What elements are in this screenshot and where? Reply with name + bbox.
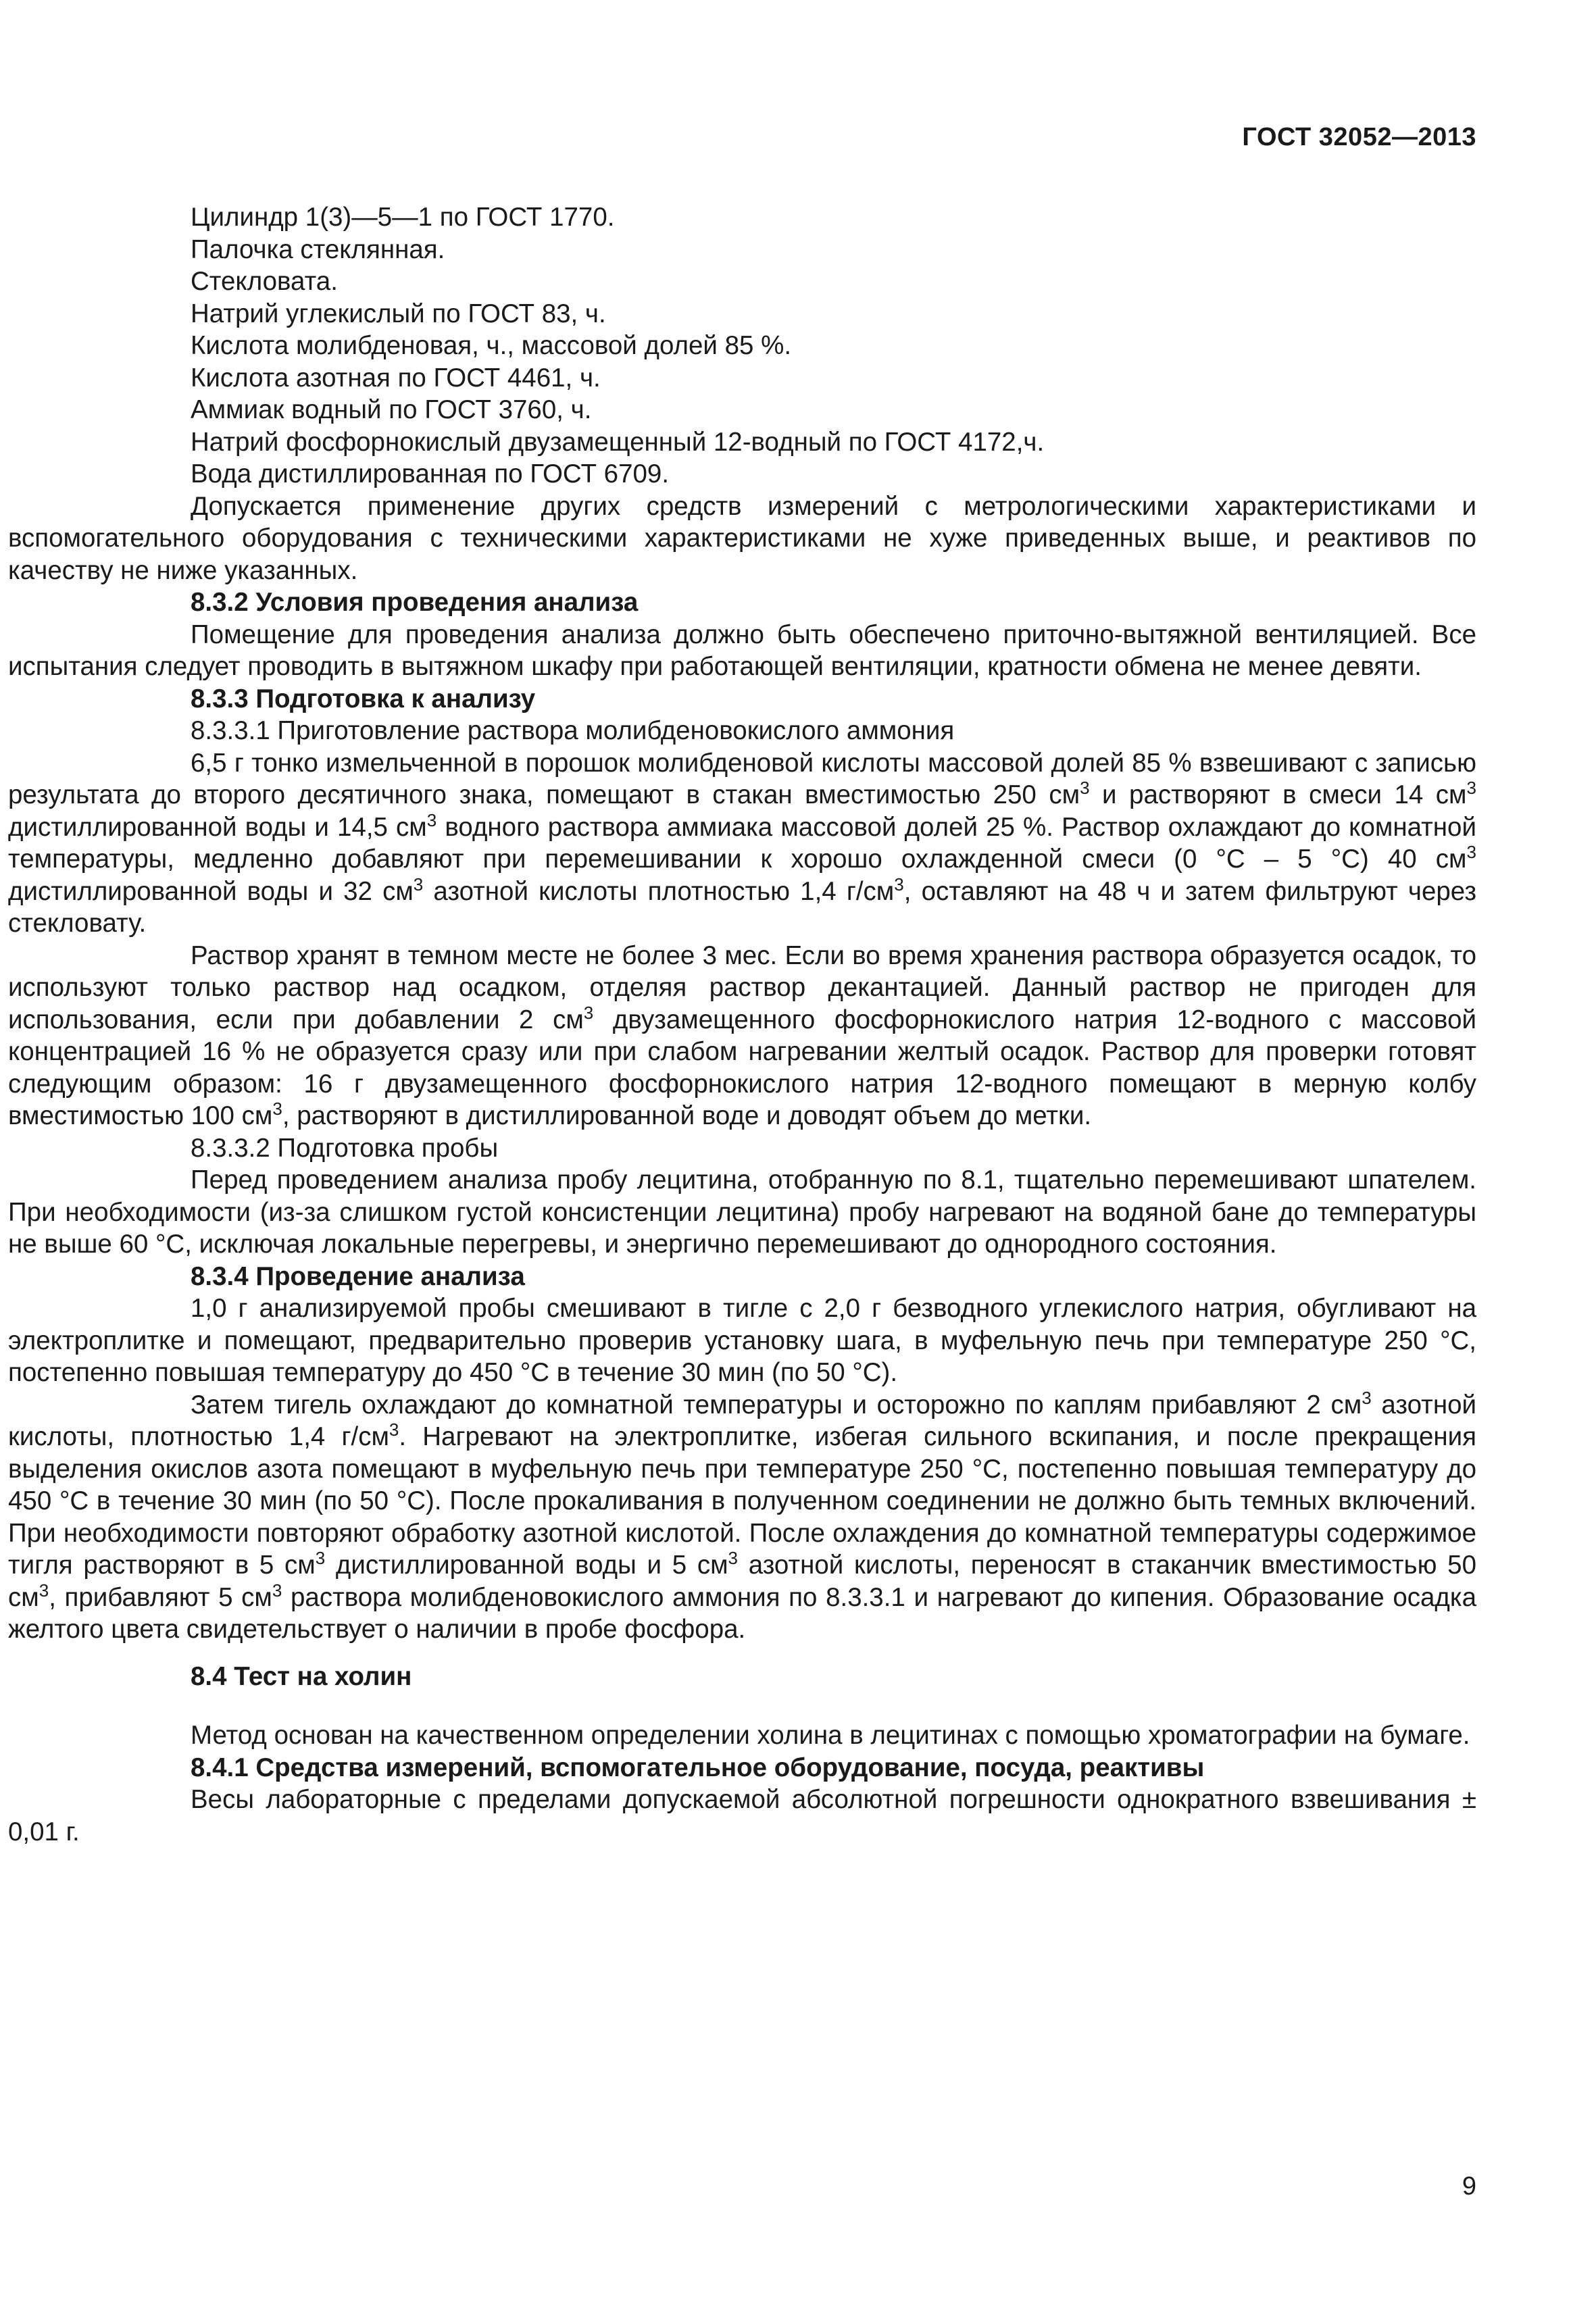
paragraph-reagent-prep: 6,5 г тонко измельченной в порошок молибденовой кислоты массовой долей 85 % взвешивают с записью результата до второго десятичного знака, помещают в стакан вместимостью 250 $см^3$ и растворяют в смеси 14 $см^3$ дистиллированной воды и 14,5 $см^3$ водного раствора аммиака массовой долей 25 %. Раствор охлаждают до комнатной температуры, медленно добавляют при перемешивании к хорошо охлажденной смеси (0 °С – 5 °С) 40 $см^3$ дистиллированной воды и 32 $см^3$ азотной кислоты плотностью 1,4 $г/см^3$, оставляют на 48 ч и затем фильтруют через стекловату. [8,748,1476,938]
list-item: Кислота азотная по ГОСТ 4461, ч. [191,363,601,393]
list-item: Натрий фосфорнокислый двузамещенный 12-водный по ГОСТ 4172,ч. [191,427,1045,457]
list-item: Вода дистиллированная по ГОСТ 6709. [191,459,670,488]
paragraph-allowed: Допускается применение других средств измерений с метрологическими характеристиками и вспомогательного оборудования с техническими характеристиками не хуже приведенных выше, и реактивов по качеству не ниже указанных. [8,491,1476,585]
subsection-heading-8-3-3-2: 8.3.3.2 Подготовка пробы [191,1133,499,1163]
list-item: Кислота молибденовая, ч., массовой долей 85 %. [191,331,792,360]
equipment-list [191,201,1476,491]
section-heading-8-4-1: 8.4.1 Средства измерений, вспомогательное оборудование, посуда, реактивы [191,1753,1205,1782]
section-heading-8-3-2: 8.3.2 Условия проведения анализа [191,588,639,617]
list-item: Цилиндр 1(3)—5—1 по ГОСТ 1770. [191,203,615,232]
list-item: Палочка стеклянная. [191,234,445,264]
section-heading-8-3-3: 8.3.3 Подготовка к анализу [191,684,536,713]
paragraph-choline-method: Метод основан на качественном определении холина в лецитинах с помощью хроматографии на бумаге. [191,1721,1470,1750]
paragraph-scales: Весы лабораторные с пределами допускаемой абсолютной погрешности однократного взвешивания ± 0,01 г. [8,1785,1476,1846]
paragraph-conditions: Помещение для проведения анализа должно быть обеспечено приточно-вытяжной вентиляцией. Все испытания следует проводить в вытяжном шкафу при работающей вентиляции, кратности обмена не менее девяти. [8,620,1476,681]
list-item: Аммиак водный по ГОСТ 3760, ч. [191,395,592,424]
subsection-heading-8-3-3-1: 8.3.3.1 Приготовление раствора молибденовокислого аммония [191,716,955,745]
section-heading-8-3-4: 8.3.4 Проведение анализа [191,1261,525,1291]
page-number: 9 [1462,2172,1476,2200]
paragraph-storage: Раствор хранят в темном месте не более 3 мес. Если во время хранения раствора образуется осадок, то используют только раствор над осадком, отделяя раствор декантацией. Данный раствор не пригоден для использования, если при добавлении 2 $см^3$ двузамещенного фосфорнокислого натрия 12-водного с массовой концентрацией 16 % не образуется сразу или при слабом нагревании желтый осадок. Раствор для проверки готовят следующим образом: 16 г двузамещенного фосфорнокислого натрия 12-водного помещают в мерную колбу вместимостью 100 $см^3$, растворяют в дистиллированной воде и доводят объем до метки. [8,940,1476,1130]
list-item: Стекловата. [191,267,338,296]
paragraph-analysis-1: 1,0 г анализируемой пробы смешивают в тигле с 2,0 г безводного углекислого натрия, обугливают на электроплитке и помещают, предварительно проверив установку шага, в муфельную печь при температуре 250 °С, постепенно повышая температуру до 450 °С в течение 30 мин (по 50 °С). [8,1294,1476,1387]
paragraph-sample-prep: Перед проведением анализа пробу лецитина, отобранную по 8.1, тщательно перемешивают шпателем. При необходимости (из-за слишком густой консистенции лецитина) пробу нагревают на водяной бане до температуры не выше 60 °С, исключая локальные перегревы, и энергично перемешивают до однородного состояния. [8,1165,1476,1259]
list-item: Натрий углекислый по ГОСТ 83, ч. [191,299,606,328]
document-header: ГОСТ 32052—2013 [1242,123,1476,151]
paragraph-analysis-2: Затем тигель охлаждают до комнатной температуры и осторожно по каплям прибавляют 2 $см^3$ азотной кислоты, плотностью 1,4 $г/см^3$. Нагревают на электроплитке, избегая сильного вскипания, и после прекращения выделения окислов азота помещают в муфельную печь при температуре 250 °С, постепенно повышая температуру до 450 °С в течение 30 мин (по 50 °С). После прокаливания в полученном соединении не должно быть темных включений. При необходимости повторяют обработку азотной кислотой. После охлаждения до комнатной температуры содержимое тигля растворяют в 5 $см^3$ дистиллированной воды и 5 $см^3$ азотной кислоты, переносят в стаканчик вместимостью 50 $см^3$, прибавляют 5 $см^3$ раствора молибденовокислого аммония по 8.3.3.1 и нагревают до кипения. Образование осадка желтого цвета свидетельствует о наличии в пробе фосфора. [8,1387,1476,1644]
section-heading-8-4: 8.4 Тест на холин [191,1661,412,1691]
document-body [8,201,1476,1848]
